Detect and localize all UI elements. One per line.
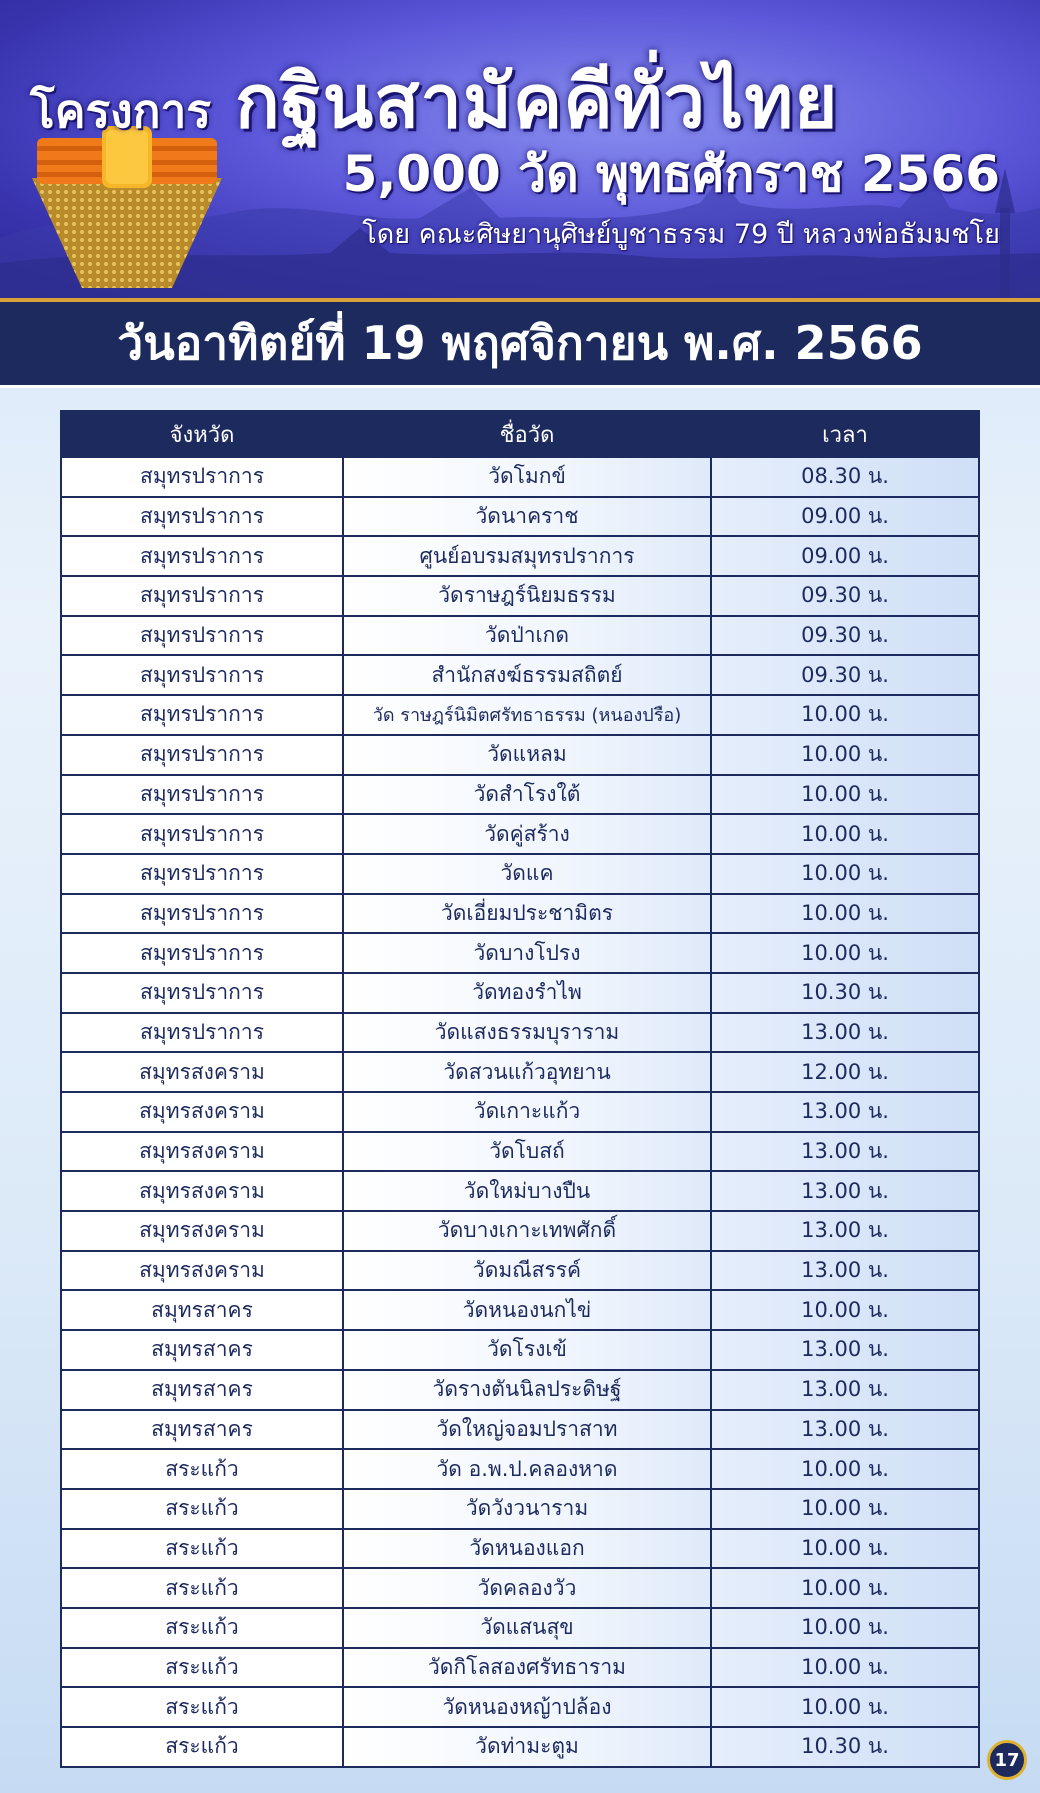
province-cell: สมุทรปราการ xyxy=(61,616,343,656)
time-cell: 10.00 น. xyxy=(711,1529,979,1569)
time-cell: 13.00 น. xyxy=(711,1211,979,1251)
time-cell: 10.00 น. xyxy=(711,695,979,735)
province-cell: สมุทรสาคร xyxy=(61,1410,343,1450)
province-cell: สมุทรปราการ xyxy=(61,536,343,576)
province-cell: สมุทรปราการ xyxy=(61,655,343,695)
time-cell: 10.00 น. xyxy=(711,1608,979,1648)
province-cell: สมุทรปราการ xyxy=(61,457,343,497)
province-cell: สมุทรปราการ xyxy=(61,775,343,815)
table-row xyxy=(61,1687,979,1727)
temple-cell: วัดกิโลสองศรัทธาราม xyxy=(343,1648,711,1688)
time-cell: 09.00 น. xyxy=(711,536,979,576)
province-cell: สมุทรปราการ xyxy=(61,1013,343,1053)
time-cell: 10.00 น. xyxy=(711,1489,979,1529)
table-row xyxy=(61,1727,979,1767)
temple-cell: วัดทองรำไพ xyxy=(343,973,711,1013)
time-cell: 10.30 น. xyxy=(711,1727,979,1767)
table-row xyxy=(61,1290,979,1330)
header-time: เวลา xyxy=(711,411,979,457)
province-cell: สมุทรปราการ xyxy=(61,497,343,537)
temple-cell: วัดโบสถ์ xyxy=(343,1132,711,1172)
table-row xyxy=(61,695,979,735)
province-cell: สระแก้ว xyxy=(61,1648,343,1688)
table-row xyxy=(61,1013,979,1053)
time-cell: 08.30 น. xyxy=(711,457,979,497)
time-cell: 10.30 น. xyxy=(711,973,979,1013)
event-date: วันอาทิตย์ที่ 19 พฤศจิกายน พ.ศ. 2566 xyxy=(117,316,923,370)
time-cell: 13.00 น. xyxy=(711,1410,979,1450)
time-cell: 10.00 น. xyxy=(711,814,979,854)
province-cell: สมุทรปราการ xyxy=(61,735,343,775)
time-cell: 13.00 น. xyxy=(711,1092,979,1132)
temple-cell: วัดใหญ่จอมปราสาท xyxy=(343,1410,711,1450)
header-temple: ชื่อวัด xyxy=(343,411,711,457)
time-cell: 09.00 น. xyxy=(711,497,979,537)
table-row xyxy=(61,1529,979,1569)
table-row xyxy=(61,894,979,934)
temple-cell: วัดหนองแอก xyxy=(343,1529,711,1569)
temple-cell: วัดเกาะแก้ว xyxy=(343,1092,711,1132)
time-cell: 10.00 น. xyxy=(711,1290,979,1330)
title-sub: 5,000 วัด พุทธศักราช 2566 xyxy=(342,145,1000,203)
temple-cell: วัดโรงเข้ xyxy=(343,1330,711,1370)
table-row xyxy=(61,1330,979,1370)
temple-cell: วัด อ.พ.ป.คลองหาด xyxy=(343,1449,711,1489)
province-cell: สมุทรปราการ xyxy=(61,854,343,894)
temple-cell: วัดโมกข์ xyxy=(343,457,711,497)
table-row xyxy=(61,1489,979,1529)
province-cell: สมุทรปราการ xyxy=(61,695,343,735)
table-row xyxy=(61,1171,979,1211)
temple-cell: ศูนย์อบรมสมุทรปราการ xyxy=(343,536,711,576)
table-row xyxy=(61,973,979,1013)
temple-cell: วัดใหม่บางปืน xyxy=(343,1171,711,1211)
temple-cell: วัดหนองหญ้าปล้อง xyxy=(343,1687,711,1727)
temple-cell: วัดบางโปรง xyxy=(343,933,711,973)
table-row xyxy=(61,1370,979,1410)
time-cell: 13.00 น. xyxy=(711,1370,979,1410)
time-cell: 10.00 น. xyxy=(711,1648,979,1688)
temple-cell: วัดบางเกาะเทพศักดิ์ xyxy=(343,1211,711,1251)
table-row xyxy=(61,655,979,695)
temple-cell: วัดแสงธรรมบุราราม xyxy=(343,1013,711,1053)
time-cell: 09.30 น. xyxy=(711,655,979,695)
province-cell: สระแก้ว xyxy=(61,1489,343,1529)
time-cell: 12.00 น. xyxy=(711,1052,979,1092)
temple-cell: วัดคู่สร้าง xyxy=(343,814,711,854)
table-row xyxy=(61,1449,979,1489)
time-cell: 10.00 น. xyxy=(711,1687,979,1727)
province-cell: สมุทรปราการ xyxy=(61,933,343,973)
schedule-table-wrap xyxy=(60,410,978,1768)
table-row xyxy=(61,576,979,616)
temple-cell: วัดป่าเกด xyxy=(343,616,711,656)
temple-cell: วัดวังวนาราม xyxy=(343,1489,711,1529)
table-row xyxy=(61,1211,979,1251)
table-row xyxy=(61,854,979,894)
table-row xyxy=(61,1648,979,1688)
table-row xyxy=(61,1608,979,1648)
title-by: โดย คณะศิษยานุศิษย์บูชาธรรม 79 ปี หลวงพ่อธัมมชโย xyxy=(362,219,1000,250)
province-cell: สมุทรสงคราม xyxy=(61,1211,343,1251)
time-cell: 10.00 น. xyxy=(711,1449,979,1489)
header-province: จังหวัด xyxy=(61,411,343,457)
province-cell: สมุทรสงคราม xyxy=(61,1052,343,1092)
time-cell: 10.00 น. xyxy=(711,1568,979,1608)
table-row xyxy=(61,497,979,537)
temple-cell: วัด ราษฎร์นิมิตศรัทธาธรรม (หนองปรือ) xyxy=(343,695,711,735)
table-row xyxy=(61,933,979,973)
temple-cell: วัดแหลม xyxy=(343,735,711,775)
province-cell: สมุทรปราการ xyxy=(61,894,343,934)
date-band xyxy=(0,298,1040,388)
province-cell: สมุทรปราการ xyxy=(61,814,343,854)
province-cell: สระแก้ว xyxy=(61,1449,343,1489)
table-row xyxy=(61,735,979,775)
temple-cell: วัดเอี่ยมประชามิตร xyxy=(343,894,711,934)
temple-cell: สำนักสงฆ์ธรรมสถิตย์ xyxy=(343,655,711,695)
province-cell: สมุทรสาคร xyxy=(61,1290,343,1330)
table-row xyxy=(61,457,979,497)
time-cell: 13.00 น. xyxy=(711,1251,979,1291)
table-row xyxy=(61,1052,979,1092)
temple-cell: วัดรางตันนิลประดิษฐ์ xyxy=(343,1370,711,1410)
time-cell: 13.00 น. xyxy=(711,1330,979,1370)
table-row xyxy=(61,1251,979,1291)
time-cell: 13.00 น. xyxy=(711,1132,979,1172)
temple-cell: วัดหนองนกไข่ xyxy=(343,1290,711,1330)
province-cell: สมุทรปราการ xyxy=(61,973,343,1013)
province-cell: สมุทรปราการ xyxy=(61,576,343,616)
table-row xyxy=(61,1092,979,1132)
province-cell: สมุทรสงคราม xyxy=(61,1171,343,1211)
table-row xyxy=(61,1410,979,1450)
temple-cell: วัดสวนแก้วอุทยาน xyxy=(343,1052,711,1092)
title-prefix: โครงการ xyxy=(30,84,212,138)
province-cell: สระแก้ว xyxy=(61,1608,343,1648)
province-cell: สระแก้ว xyxy=(61,1568,343,1608)
table-row xyxy=(61,536,979,576)
table-row xyxy=(61,1568,979,1608)
temple-cell: วัดราษฎร์นิยมธรรม xyxy=(343,576,711,616)
province-cell: สระแก้ว xyxy=(61,1727,343,1767)
province-cell: สมุทรสาคร xyxy=(61,1370,343,1410)
province-cell: สระแก้ว xyxy=(61,1687,343,1727)
time-cell: 10.00 น. xyxy=(711,854,979,894)
time-cell: 10.00 น. xyxy=(711,735,979,775)
table-header-row xyxy=(61,411,979,457)
province-cell: สมุทรสงคราม xyxy=(61,1132,343,1172)
temple-cell: วัดท่ามะตูม xyxy=(343,1727,711,1767)
time-cell: 10.00 น. xyxy=(711,894,979,934)
table-row xyxy=(61,814,979,854)
time-cell: 10.00 น. xyxy=(711,933,979,973)
header-banner xyxy=(0,0,1040,298)
table-body xyxy=(61,457,979,1767)
page-number-badge: 17 xyxy=(987,1740,1027,1780)
province-cell: สระแก้ว xyxy=(61,1529,343,1569)
province-cell: สมุทรสงคราม xyxy=(61,1251,343,1291)
temple-cell: วัดแสนสุข xyxy=(343,1608,711,1648)
temple-cell: วัดแค xyxy=(343,854,711,894)
time-cell: 13.00 น. xyxy=(711,1171,979,1211)
temple-cell: วัดนาคราช xyxy=(343,497,711,537)
title-main: กฐินสามัคคีทั่วไทย xyxy=(235,59,839,145)
table-row xyxy=(61,616,979,656)
time-cell: 09.30 น. xyxy=(711,616,979,656)
temple-cell: วัดมณีสรรค์ xyxy=(343,1251,711,1291)
time-cell: 09.30 น. xyxy=(711,576,979,616)
schedule-table xyxy=(60,410,980,1768)
time-cell: 10.00 น. xyxy=(711,775,979,815)
table-row xyxy=(61,775,979,815)
temple-cell: วัดสำโรงใต้ xyxy=(343,775,711,815)
province-cell: สมุทรสาคร xyxy=(61,1330,343,1370)
time-cell: 13.00 น. xyxy=(711,1013,979,1053)
temple-cell: วัดคลองวัว xyxy=(343,1568,711,1608)
province-cell: สมุทรสงคราม xyxy=(61,1092,343,1132)
table-row xyxy=(61,1132,979,1172)
